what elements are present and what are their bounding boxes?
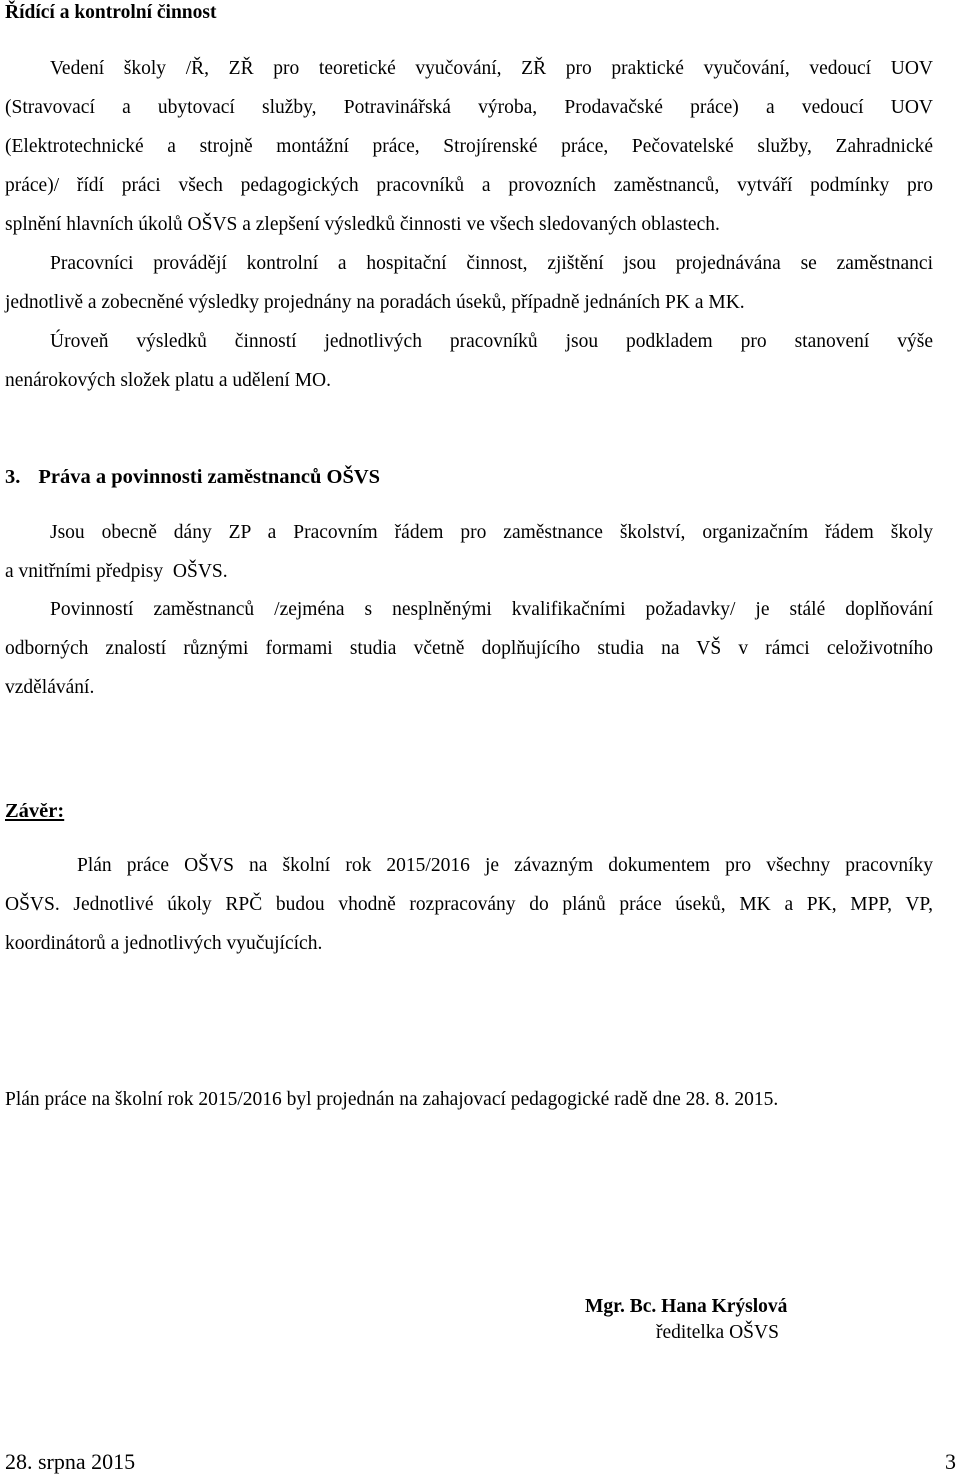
section-heading-rights <box>5 466 933 489</box>
signature-title: ředitelka OŠVS <box>656 1322 779 1343</box>
text-line: Jsou obecně dány ZP a Pracovním řádem pro zaměstnance školství, organizačním řádem školy <box>50 522 933 543</box>
text-line: Plán práce OŠVS na školní rok 2015/2016 je závazným dokumentem pro všechny pracovníky <box>77 855 933 876</box>
section-number: 3. <box>5 466 21 488</box>
text-line: splnění hlavních úkolů OŠVS a zlepšení výsledků činnosti ve všech sledovaných oblastech. <box>5 214 720 235</box>
text-line: OŠVS. Jednotlivé úkoly RPČ budou vhodně rozpracovány do plánů práce úseků, MK a PK, MPP, VP, <box>5 894 933 915</box>
footer-date: 28. srpna 2015 <box>5 1449 136 1474</box>
text-line: Povinností zaměstnanců /zejména s nesplněnými kvalifikačními požadavky/ je stálé doplňování <box>50 599 933 620</box>
text-line: nenárokových složek platu a udělení MO. <box>5 370 331 391</box>
text-line: práce)/ řídí práci všech pedagogických pracovníků a provozních zaměstnanců, vytváří podmínky pro <box>5 175 933 196</box>
text-line: Vedení školy /Ř, ZŘ pro teoretické vyučování, ZŘ pro praktické vyučování, vedoucí UOV <box>50 58 933 79</box>
text-line: odborných znalostí různými formami studia včetně doplňujícího studia na VŠ v rámci celoživotního <box>5 638 933 659</box>
section-heading-control: Řídící a kontrolní činnost <box>5 2 217 23</box>
signature-name: Mgr. Bc. Hana Krýslová <box>585 1296 788 1317</box>
text-line: Pracovníci provádějí kontrolní a hospitační činnost, zjištění jsou projednávána se zaměstnanci <box>50 253 933 274</box>
footer-page-number: 3 <box>945 1449 956 1474</box>
text-line: koordinátorů a jednotlivých vyučujících. <box>5 933 323 954</box>
conclusion-heading: Závěr: <box>5 800 65 822</box>
section-title: Práva a povinnosti zaměstnanců OŠVS <box>38 466 381 488</box>
text-line: Úroveň výsledků činností jednotlivých pracovníků jsou podkladem pro stanovení výše <box>50 331 933 352</box>
approval-note: Plán práce na školní rok 2015/2016 byl projednán na zahajovací pedagogické radě dne 28. 8. 2015. <box>5 1089 779 1110</box>
text-line: (Stravovací a ubytovací služby, Potravinářská výroba, Prodavačské práce) a vedoucí UOV <box>5 97 933 118</box>
text-line: jednotlivě a zobecněné výsledky projednány na poradách úseků, případně jednáních PK a MK. <box>5 292 745 313</box>
text-line: vzdělávání. <box>5 677 95 698</box>
text-line: (Elektrotechnické a strojně montážní práce, Strojírenské práce, Pečovatelské služby, Zahradnické <box>5 136 933 157</box>
text-line: a vnitřními předpisy OŠVS. <box>5 561 228 582</box>
